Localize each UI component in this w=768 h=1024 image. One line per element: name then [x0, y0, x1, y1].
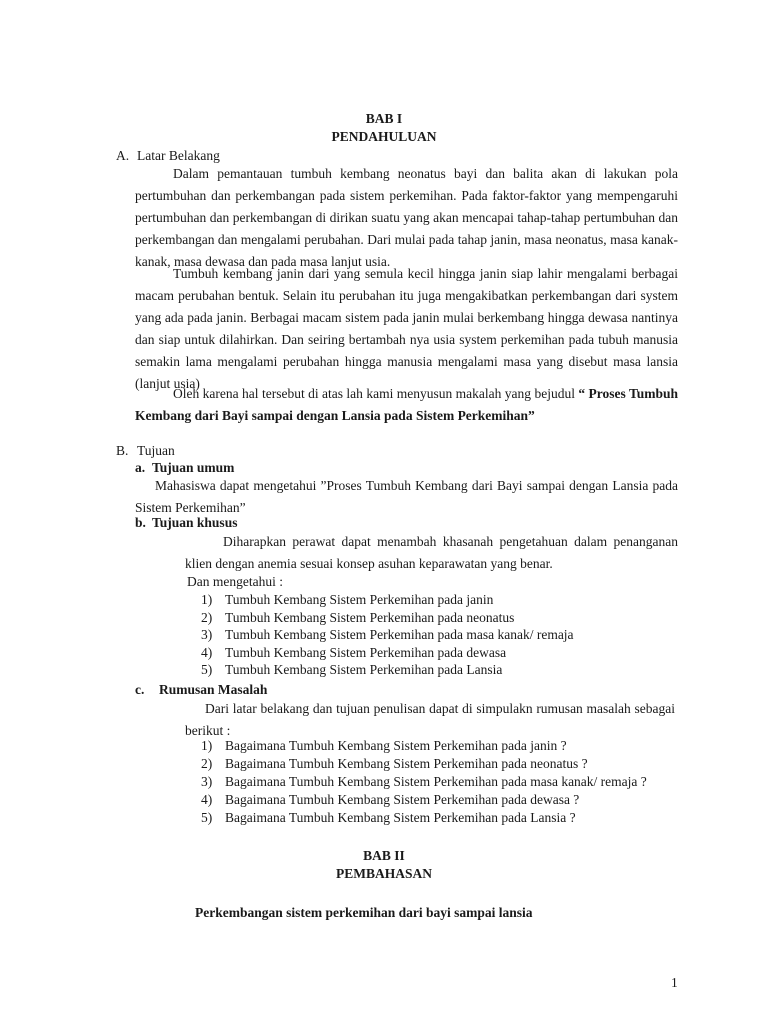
- list-item: 4) Bagaimana Tumbuh Kembang Sistem Perkemihan pada dewasa ?: [201, 792, 580, 807]
- list-item: 5) Bagaimana Tumbuh Kembang Sistem Perkemihan pada Lansia ?: [201, 809, 576, 825]
- subsection-b-text: Diharapkan perawat dapat menambah khasanah pengetahuan dalam penanganan klien dengan anemia sesuai konsep asuhan keparawatan yang benar.: [185, 534, 678, 571]
- chapter-subtitle: PENDAHULUAN: [331, 129, 437, 144]
- subsection-c-text: Dari latar belakang dan tujuan penulisan dapat di simpulakn rumusan masalah sebagai berikut :: [185, 701, 675, 738]
- list-item: 2) Bagaimana Tumbuh Kembang Sistem Perkemihan pada neonatus ?: [201, 755, 588, 771]
- rumusan-list: [185, 737, 678, 826]
- section-b-marker: B.: [116, 443, 129, 458]
- chapter-2-heading: Perkembangan sistem perkemihan dari bayi sampai lansia: [195, 905, 533, 920]
- list-item: 1) Tumbuh Kembang Sistem Perkemihan pada janin: [201, 592, 494, 607]
- subsection-b-heading: Tujuan khusus: [152, 515, 238, 530]
- list-item: 1) Bagaimana Tumbuh Kembang Sistem Perkemihan pada janin ?: [201, 738, 567, 753]
- subsection-b-marker: b.: [135, 515, 146, 530]
- paragraph-2: Tumbuh kembang janin dari yang semula kecil hingga janin siap lahir mengalami berbagai macam perubahan bentuk. Selain itu perubahan itu juga mengakibatkan perkembangan dari system yang ada pada janin. Berbagai macam sistem pada janin mulai berkembang hingga dewasa nantinya dan siap untuk dilahirkan. Dan seiring bertambah nya usia system perkemihan pada tubuh manusia semakin lama mengalami perubahan hingga manusia mengalami masa yang disebut masa lansia (lanjut usia): [135, 266, 678, 391]
- paper-title: “ Proses Tumbuh Kembang dari Bayi sampai dengan Lansia pada Sistem Perkemihan”: [135, 386, 679, 423]
- chapter-2-title: BAB II: [363, 848, 405, 863]
- list-item: 2) Tumbuh Kembang Sistem Perkemihan pada neonatus: [201, 609, 515, 625]
- page-number: 1: [671, 975, 678, 990]
- list-item: 3) Bagaimana Tumbuh Kembang Sistem Perkemihan pada masa kanak/ remaja ?: [201, 774, 647, 789]
- chapter-2-subtitle: PEMBAHASAN: [335, 866, 432, 881]
- subsection-a-marker: a.: [135, 460, 146, 475]
- section-a-marker: A.: [116, 148, 130, 163]
- subsection-b-text-2: Dan mengetahui :: [187, 574, 283, 589]
- subsection-c-heading: Rumusan Masalah: [159, 682, 268, 697]
- list-item: 4) Tumbuh Kembang Sistem Perkemihan pada dewasa: [201, 644, 507, 660]
- subsection-a-heading: Tujuan umum: [152, 460, 235, 475]
- chapter-title: BAB I: [365, 111, 403, 126]
- section-a-heading: Latar Belakang: [137, 148, 220, 163]
- paragraph-3-lead: Oleh karena hal tersebut di atas lah kami menyusun makalah yang bejudul: [173, 386, 575, 401]
- list-item: 5) Tumbuh Kembang Sistem Perkemihan pada Lansia: [201, 662, 503, 677]
- tujuan-list: [185, 591, 678, 679]
- paragraph-3: [135, 383, 678, 427]
- subsection-c-marker: c.: [135, 682, 145, 697]
- section-b-heading: Tujuan: [137, 443, 175, 458]
- paragraph-1: Dalam pemantauan tumbuh kembang neonatus bayi dan balita akan di lakukan pola pertumbuhan dan perkembangan pada sistem perkemihan. Pada faktor-faktor yang mempengaruhi pertumbuhan dan perkembangan di dirikan suatu yang akan mencapai tahap-tahap pertumbuhan dan perkembangan dan mengalami perubahan. Dari mulai pada tahap janin, masa neonatus, masa kanak-kanak, masa dewasa dan pada masa lanjut usia.: [135, 166, 678, 269]
- subsection-a-text: Mahasiswa dapat mengetahui ”Proses Tumbuh Kembang dari Bayi sampai dengan Lansia pada Sistem Perkemihan”: [135, 478, 678, 515]
- list-item: 3) Tumbuh Kembang Sistem Perkemihan pada masa kanak/ remaja: [201, 627, 574, 642]
